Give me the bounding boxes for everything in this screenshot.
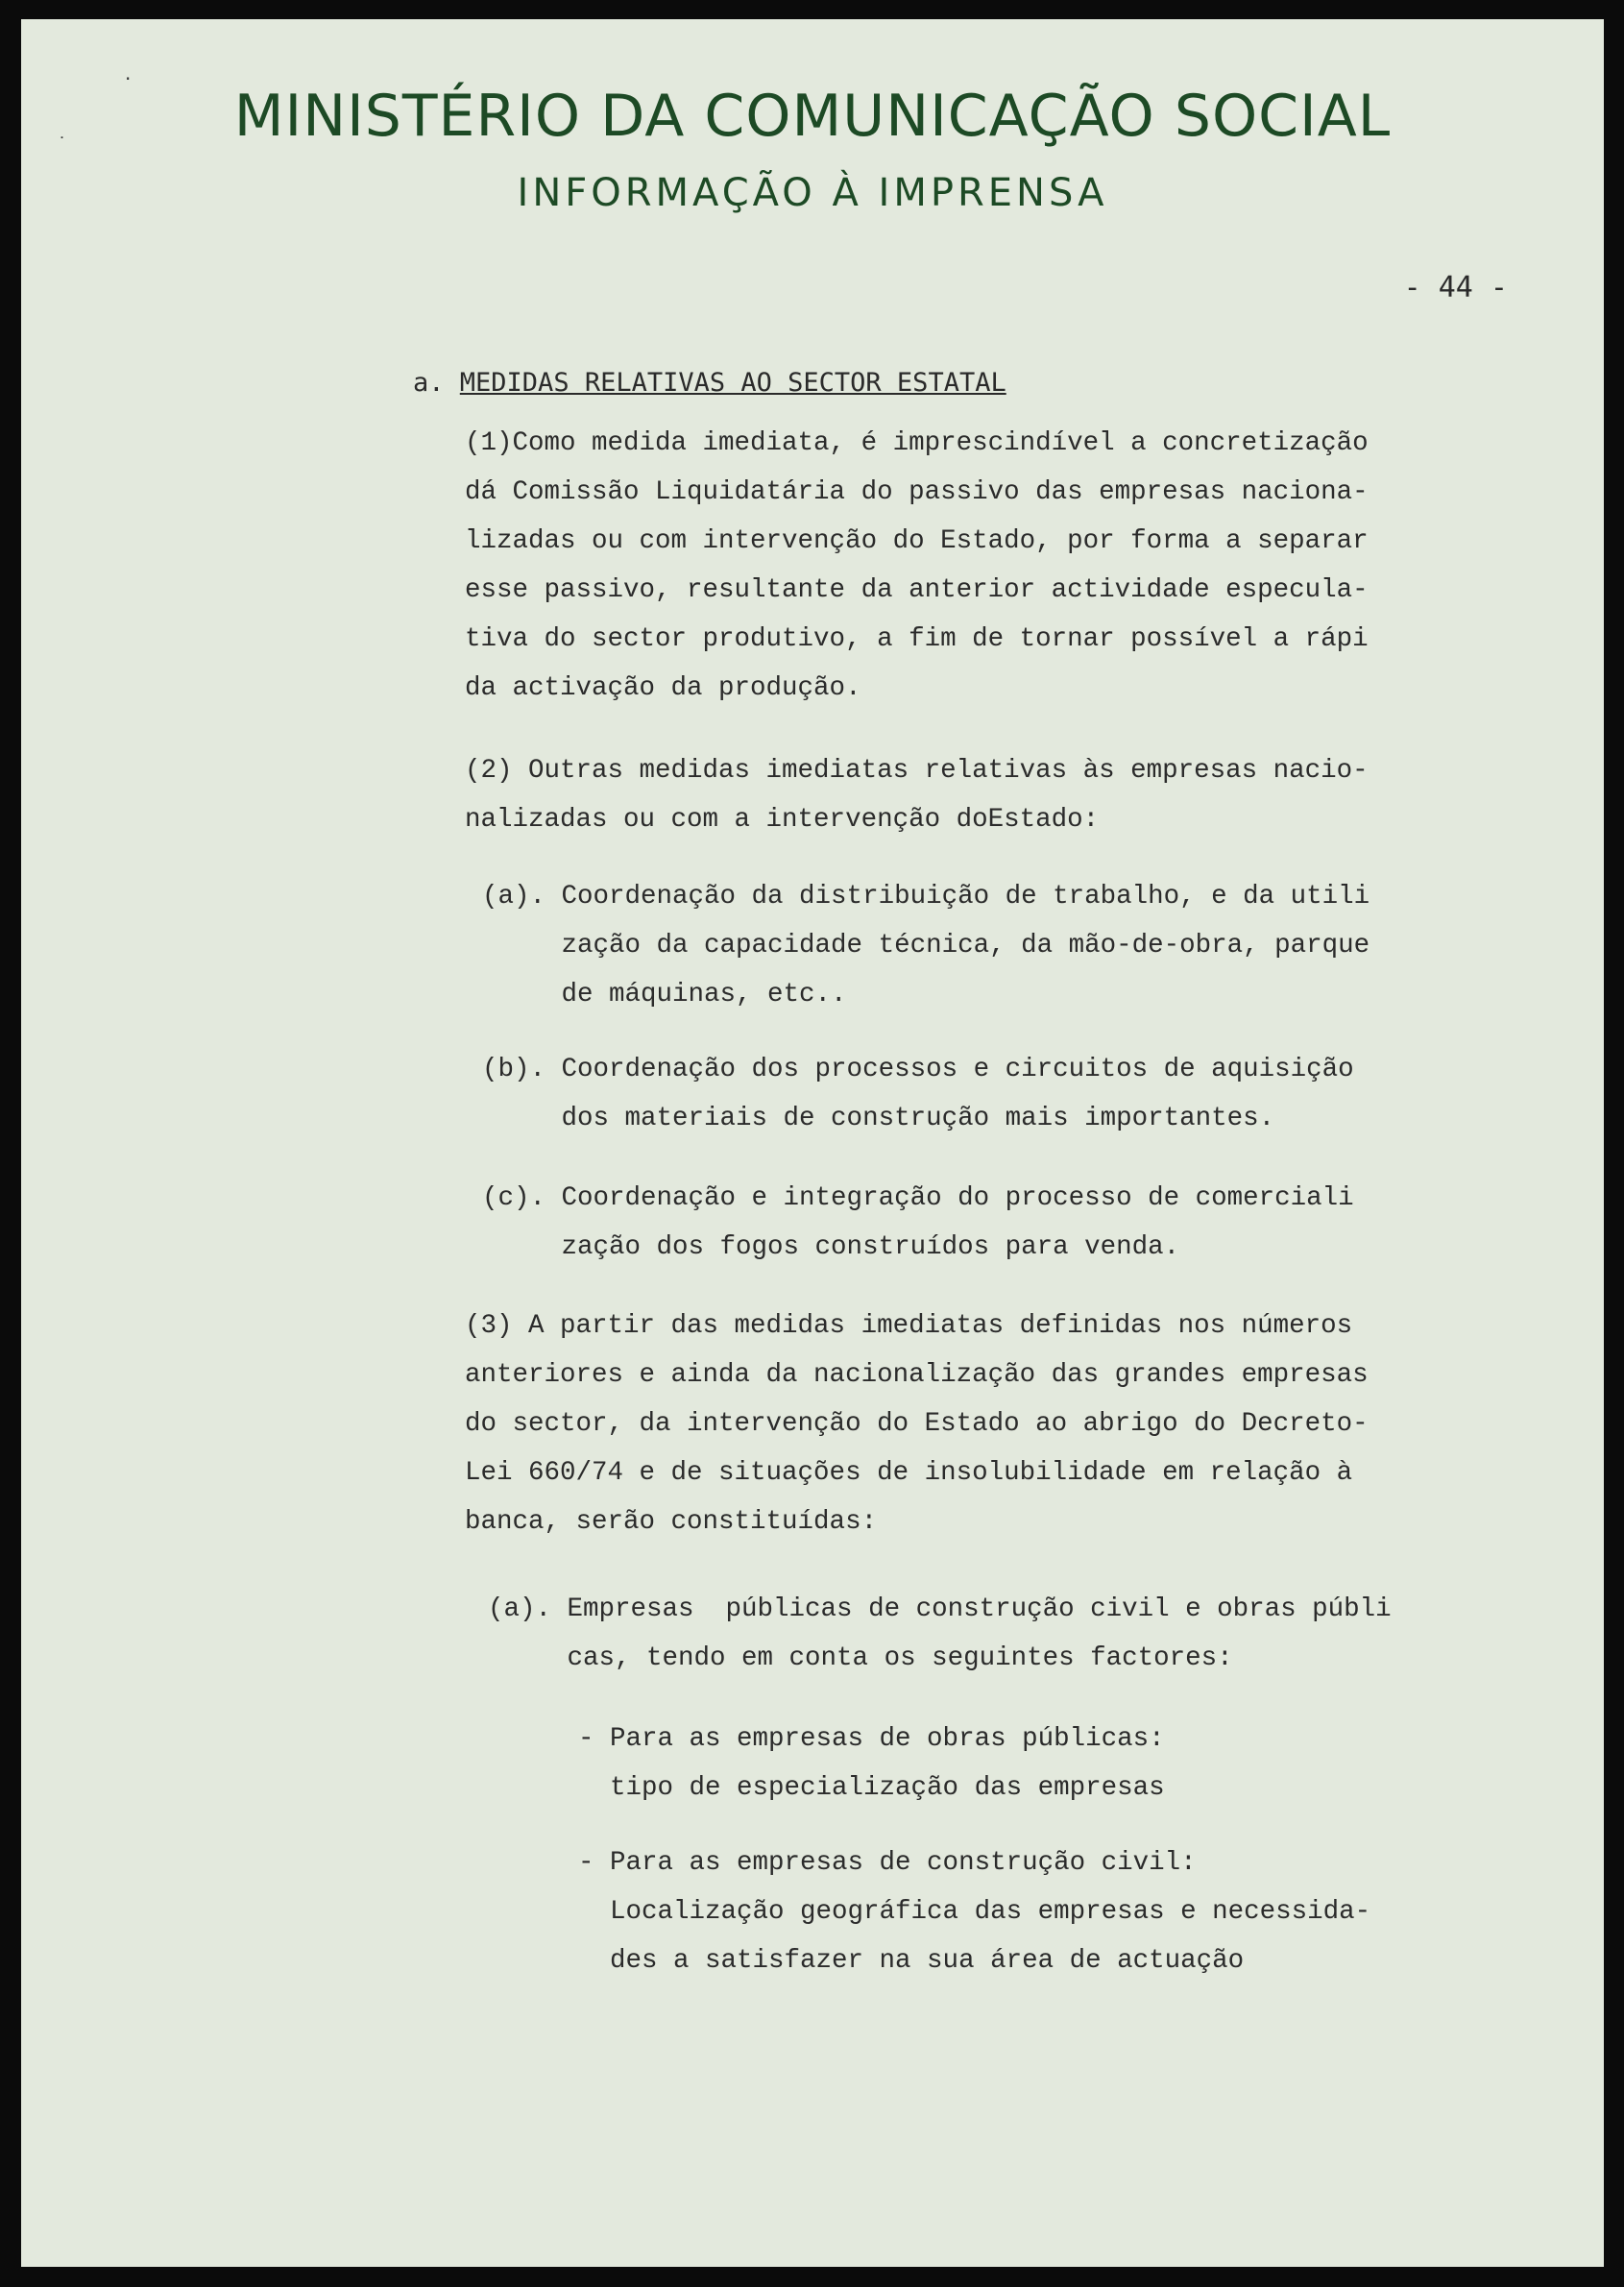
page-number: - 44 - [1403,271,1508,304]
paragraph-3: (3) A partir das medidas imediatas definidas nos números anteriores e ainda da nacionalização das grandes empresas do sector, da intervenção do Estado ao abrigo do Decreto- Lei 660/74 e de situações de insolubilidade em relação à banca, serão constituídas: [465,1311,1369,1537]
margin-dot: ˙ [58,134,66,155]
paragraph-2: (2) Outras medidas imediatas relativas às empresas nacio- nalizadas ou com a intervenção doEstado: [465,756,1369,835]
paragraph-2a: (a). Coordenação da distribuição de trabalho, e da utili zação da capacidade técnica, da mão-de-obra, parque de máquinas, etc.. [482,882,1370,1010]
paragraph-2b: (b). Coordenação dos processos e circuitos de aquisição dos materiais de construção mais importantes. [482,1055,1354,1133]
section-heading [413,368,1006,398]
paragraph-2c: (c). Coordenação e integração do processo de comerciali zação dos fogos construídos para venda. [482,1183,1354,1262]
list-item-obras-publicas: - Para as empresas de obras públicas: tipo de especialização das empresas [578,1724,1165,1803]
section-title: MEDIDAS RELATIVAS AO SECTOR ESTATAL [459,368,1006,398]
paragraph-1: (1)Como medida imediata, é imprescindível a concretização dá Comissão Liquidatária do passivo das empresas naciona- lizadas ou com intervenção do Estado, por forma a separar esse passivo, resultante da anterior actividade especula- tiva do sector produtivo, a fim de tornar possível a rápi da activação da produção. [465,428,1369,703]
department-subtitle: INFORMAÇÃO À IMPRENSA [517,171,1108,215]
ministry-title: MINISTÉRIO DA COMUNICAÇÃO SOCIAL [233,83,1392,150]
section-letter: a. [413,368,445,398]
paragraph-3a: (a). Empresas públicas de construção civil e obras públi cas, tendo em conta os seguintes factores: [488,1594,1392,1673]
list-item-construcao-civil: - Para as empresas de construção civil: Localização geográfica das empresas e necessida- des a satisfazer na sua área de actuação [578,1848,1371,1976]
document-page [21,19,1604,2267]
margin-dot: · [125,67,132,90]
